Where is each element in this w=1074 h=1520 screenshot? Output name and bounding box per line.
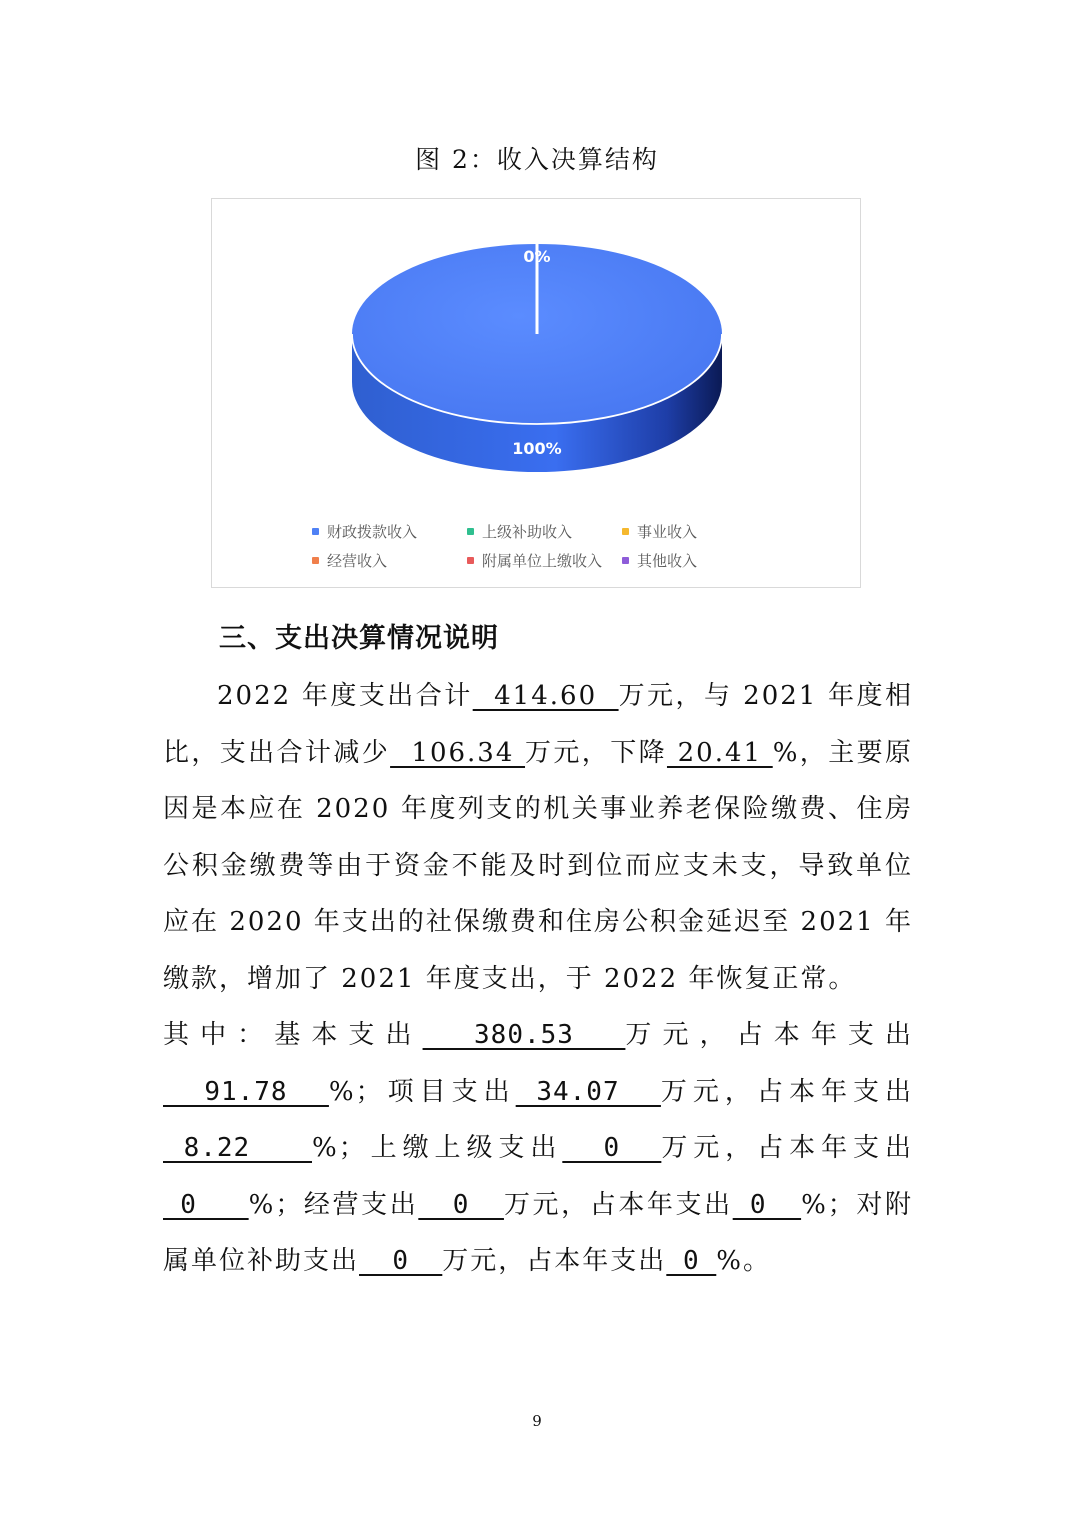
legend-item-3 <box>312 550 467 571</box>
text-segment: 万元，占本年支出 <box>503 1189 733 1220</box>
page-number: 9 <box>532 1412 542 1430</box>
text-segment: 2022 年度支出合计 <box>217 681 473 711</box>
project-expenditure-value: 34.07 <box>515 1076 661 1107</box>
operating-expenditure-value: 0 <box>418 1189 504 1220</box>
paragraph-expenditure-breakdown <box>163 1007 913 1290</box>
legend-label: 上级补助收入 <box>482 523 573 541</box>
body-text <box>163 668 913 1290</box>
legend-item-4 <box>467 550 622 571</box>
legend-dot-icon <box>467 557 474 564</box>
legend-dot-icon <box>467 528 474 535</box>
paragraph-expenditure-summary <box>163 668 913 1007</box>
legend-label: 财政拨款收入 <box>327 523 418 541</box>
text-segment: %。 <box>716 1246 771 1276</box>
figure-title: 图 2：收入决算结构 <box>415 145 659 174</box>
text-segment: 万元，与 2021 年度相比，支出合计减少 <box>163 681 913 768</box>
superior-payment-percent: 0 <box>163 1189 249 1220</box>
legend-label: 其他收入 <box>637 552 698 570</box>
basic-expenditure-value: 380.53 <box>422 1020 626 1050</box>
text-segment: %；上缴上级支出 <box>312 1133 563 1163</box>
text-segment: 万元，占本年支出 <box>661 1133 913 1163</box>
legend-label: 经营收入 <box>327 552 388 570</box>
legend-label: 附属单位上缴收入 <box>482 552 603 570</box>
decrease-percent-value: 20.41 <box>666 737 773 768</box>
text-segment: %；对附属单位补助支出 <box>163 1189 913 1276</box>
text-segment: %；项目支出 <box>328 1076 516 1107</box>
text-segment: %；经营支出 <box>248 1189 419 1220</box>
legend-dot-icon <box>622 557 629 564</box>
superior-payment-value: 0 <box>562 1133 662 1163</box>
project-expenditure-percent: 8.22 <box>163 1133 312 1163</box>
decrease-amount-value: 106.34 <box>390 737 526 768</box>
text-segment: %，主要原因是本应在 2020 年度列支的机关事业养老保险缴费、住房公积金缴费等由于资金不能及时到位而应支未支，导致单位应在 2020 年支出的社保缴费和住房公积金延迟至 2021 年缴款，增加了 2021 年度支出，于 2022 年恢复正常。 <box>163 737 913 994</box>
total-expenditure-value: 414.60 <box>472 681 619 711</box>
text-segment: 万元，占本年支出 <box>625 1020 913 1050</box>
text-segment: 万元，占本年支出 <box>442 1246 667 1276</box>
subsidiary-subsidy-percent: 0 <box>666 1246 717 1276</box>
pie-data-label: 0% <box>523 247 551 266</box>
subsidiary-subsidy-value: 0 <box>359 1246 443 1276</box>
legend-dot-icon <box>312 528 319 535</box>
legend-dot-icon <box>622 528 629 535</box>
chart-legend <box>312 521 752 571</box>
text-segment: 万元，下降 <box>525 737 667 768</box>
basic-expenditure-percent: 91.78 <box>163 1076 329 1107</box>
text-segment: 万元，占本年支出 <box>660 1076 913 1107</box>
operating-expenditure-percent: 0 <box>732 1189 802 1220</box>
text-segment: 其中：基本支出 <box>163 1020 423 1050</box>
legend-label: 事业收入 <box>637 523 698 541</box>
pie-data-label: 100% <box>512 439 562 458</box>
legend-item-2 <box>622 521 742 542</box>
legend-item-5 <box>622 550 742 571</box>
section-heading: 三、支出决算情况说明 <box>219 623 499 654</box>
pie-chart-frame <box>211 198 861 588</box>
legend-item-1 <box>467 521 622 542</box>
legend-dot-icon <box>312 557 319 564</box>
legend-item-0 <box>312 521 467 542</box>
